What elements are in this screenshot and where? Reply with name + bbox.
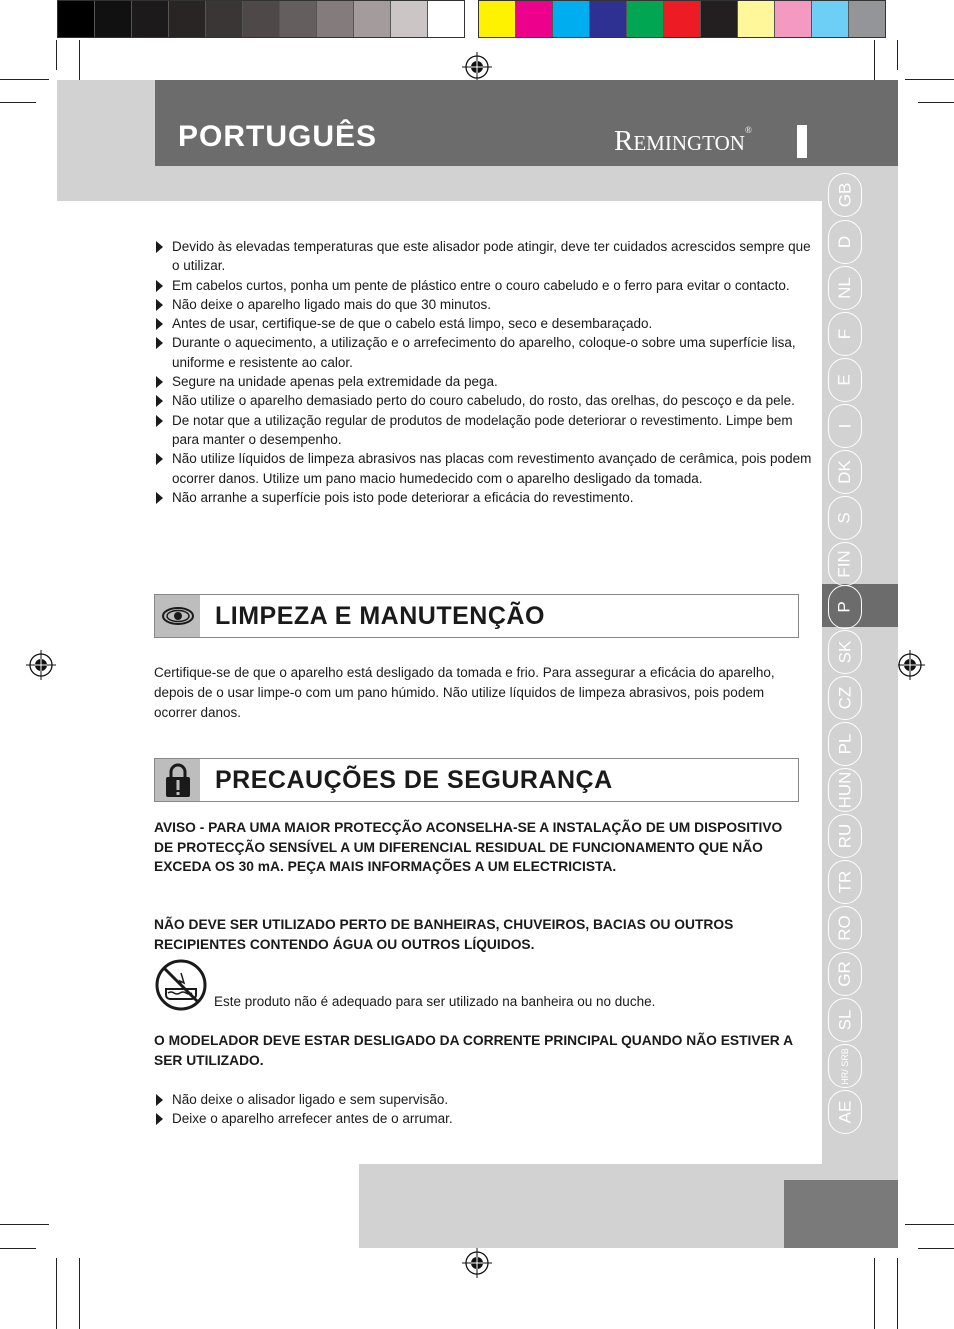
registration-mark-icon xyxy=(462,1248,492,1278)
bullet-text: Não deixe o alisador ligado e sem supervisão. xyxy=(172,1092,449,1107)
language-tab-label: GR xyxy=(835,961,854,987)
bath-note: Este produto não é adequado para ser utilizado na banheira ou no duche. xyxy=(214,994,656,1009)
bullet-arrow-icon xyxy=(156,415,163,427)
language-tab-label: D xyxy=(835,235,854,249)
bullet-arrow-icon xyxy=(156,318,163,330)
color-swatch xyxy=(664,1,701,37)
crop-mark xyxy=(56,40,57,70)
gray-swatch xyxy=(95,1,132,37)
bullet-text: Durante o aquecimento, a utilização e o arrefecimento do aparelho, coloque-o sobre uma superfície lisa, uniforme e resistente ao calor. xyxy=(172,335,796,370)
bullet-item xyxy=(154,1090,814,1109)
crop-mark xyxy=(0,1224,49,1225)
color-swatch xyxy=(627,1,664,37)
language-tab-i[interactable] xyxy=(828,404,862,448)
gray-swatch xyxy=(206,1,243,37)
brand-initial: R xyxy=(614,125,634,157)
language-tab-dk[interactable] xyxy=(828,450,862,494)
gray-swatch xyxy=(354,1,391,37)
registration-mark-icon xyxy=(26,650,56,680)
bullet-text: Antes de usar, certifique-se de que o cabelo está limpo, seco e desembaraçado. xyxy=(172,316,653,332)
unplug-warning: O MODELADOR DEVE ESTAR DESLIGADO DA CORRENTE PRINCIPAL QUANDO NÃO ESTIVER A SER UTILIZADO. xyxy=(154,1033,793,1068)
gray-swatch xyxy=(243,1,280,37)
crop-mark xyxy=(874,1258,875,1329)
bullet-arrow-icon xyxy=(156,299,163,311)
color-swatches xyxy=(478,0,886,38)
registration-mark-icon xyxy=(895,650,925,680)
cleaning-paragraph: Certifique-se de que o aparelho está desligado da tomada e frio. Para assegurar a eficácia do aparelho, depois de o usar limpe-o com um pano húmido. Não utilize líquidos de limpeza abrasivos, pois podem ocorrer danos. xyxy=(154,665,775,720)
crop-mark xyxy=(918,102,954,103)
brand-bar xyxy=(797,125,807,158)
language-tab-s[interactable] xyxy=(828,496,862,540)
color-swatch xyxy=(516,1,553,37)
language-tab-label: AE xyxy=(835,1100,854,1124)
brand-registered-mark: ® xyxy=(744,125,752,135)
bullet-arrow-icon xyxy=(156,337,163,349)
gray-swatch xyxy=(317,1,354,37)
bullet-item xyxy=(154,295,814,314)
gray-swatch xyxy=(391,1,428,37)
padlock-warning-icon xyxy=(164,762,192,798)
gray-swatch xyxy=(280,1,317,37)
language-tab-label: RO xyxy=(835,915,854,941)
cleaning-section-title: LIMPEZA E MANUTENÇÃO xyxy=(215,602,545,630)
language-tab-ro[interactable] xyxy=(828,906,862,950)
color-swatch xyxy=(590,1,627,37)
language-tab-label: FIN xyxy=(834,550,854,578)
bullet-text: Segure na unidade apenas pela extremidade da pega. xyxy=(172,374,498,390)
crop-mark xyxy=(0,1248,36,1249)
language-tab-pl[interactable] xyxy=(828,722,862,766)
gray-swatch xyxy=(132,1,169,37)
language-tab-label: RU xyxy=(835,823,854,849)
bullet-item xyxy=(154,488,814,507)
bullet-text: Não utilize líquidos de limpeza abrasivos nas placas com revestimento avançado de cerâmica, pois podem ocorrer danos. Utilize um pano macio humedecido com o aparelho desligado da tomada. xyxy=(172,451,812,486)
language-tab-gr[interactable] xyxy=(828,952,862,996)
crop-mark xyxy=(79,1258,80,1329)
safety-bullet-list xyxy=(154,1090,814,1129)
crop-mark xyxy=(0,79,49,80)
language-tab-ru[interactable] xyxy=(828,814,862,858)
bullet-item xyxy=(154,372,814,391)
brand-logo xyxy=(614,125,752,158)
registration-mark-icon xyxy=(462,52,492,82)
language-tab-label: DK xyxy=(835,460,854,484)
color-swatch xyxy=(553,1,590,37)
language-tab-cz[interactable] xyxy=(828,676,862,720)
bullet-item xyxy=(154,1109,814,1128)
language-tab-label: P xyxy=(835,601,854,613)
bullet-text: De notar que a utilização regular de produtos de modelação pode deteriorar o revestimento. Limpe bem para manter o desempenho. xyxy=(172,412,793,447)
language-tab-label: HUN xyxy=(835,771,854,809)
language-tab-label: HR/ SRB xyxy=(839,1047,850,1085)
eye-icon xyxy=(161,605,195,627)
bullet-arrow-icon xyxy=(156,453,163,465)
color-swatch xyxy=(775,1,812,37)
bullet-arrow-icon xyxy=(156,1094,163,1106)
crop-mark xyxy=(918,1248,954,1249)
language-tab-label: E xyxy=(835,374,854,386)
language-tab-tr[interactable] xyxy=(828,860,862,904)
bullet-text: Em cabelos curtos, ponha um pente de plástico entre o couro cabeludo e o ferro para evitar o contacto. xyxy=(172,277,790,293)
cleaning-section-header xyxy=(154,594,799,638)
bullet-arrow-icon xyxy=(156,280,163,292)
crop-mark xyxy=(897,1258,898,1329)
usage-bullet-list xyxy=(154,237,814,507)
page-number-box xyxy=(784,1180,898,1248)
language-tab-nl[interactable] xyxy=(828,266,862,310)
eye-icon-cell xyxy=(155,595,200,637)
language-tab-label: I xyxy=(834,423,854,429)
bullet-item xyxy=(154,449,814,488)
language-tab-gb[interactable] xyxy=(828,173,862,217)
safety-section-title: PRECAUÇÕES DE SEGURANÇA xyxy=(215,766,613,794)
language-tab-f[interactable] xyxy=(828,312,862,356)
safety-section-header xyxy=(154,758,799,802)
language-tab-label: SK xyxy=(835,640,854,664)
gray-swatch xyxy=(169,1,206,37)
bullet-text: Devido às elevadas temperaturas que este alisador pode atingir, deve ter cuidados acrescidos sempre que o utilizar. xyxy=(172,239,811,274)
bullet-arrow-icon xyxy=(156,376,163,388)
bullet-arrow-icon xyxy=(156,1113,163,1125)
bullet-arrow-icon xyxy=(156,395,163,407)
language-tab-d[interactable] xyxy=(828,220,862,264)
color-calibration-bar xyxy=(57,0,899,38)
bullet-text: Não arranhe a superfície pois isto pode deteriorar a eficácia do revestimento. xyxy=(172,489,634,505)
language-tab-p[interactable] xyxy=(828,585,862,629)
crop-mark xyxy=(0,102,36,103)
color-swatch xyxy=(701,1,738,37)
crop-mark xyxy=(56,1258,57,1329)
bullet-item xyxy=(154,391,814,410)
bullet-item xyxy=(154,237,814,276)
bullet-arrow-icon xyxy=(156,492,163,504)
lock-icon-cell xyxy=(155,759,200,801)
color-swatch xyxy=(738,1,775,37)
bullet-item xyxy=(154,411,814,450)
language-tab-ae[interactable] xyxy=(828,1090,862,1134)
no-bath-icon xyxy=(155,959,207,1011)
grayscale-swatches xyxy=(57,0,465,38)
brand-rest: EMINGTON xyxy=(633,131,745,155)
bullet-item xyxy=(154,276,814,295)
color-swatch xyxy=(812,1,849,37)
language-tab-hun[interactable] xyxy=(828,768,862,812)
language-tab-sk[interactable] xyxy=(828,630,862,674)
language-tab-label: NL xyxy=(834,277,854,299)
bullet-text: Não utilize o aparelho demasiado perto do couro cabeludo, do rosto, das orelhas, do pescoço e da pele. xyxy=(172,393,795,409)
bullet-text: Deixe o aparelho arrefecer antes de o arrumar. xyxy=(172,1111,453,1127)
bullet-text: Não deixe o aparelho ligado mais do que 30 minutos. xyxy=(172,296,491,312)
crop-mark xyxy=(905,79,954,80)
language-tab-label: SL xyxy=(834,1009,854,1031)
language-tab-label: F xyxy=(834,328,854,340)
color-swatch xyxy=(849,1,885,37)
language-tab-sl[interactable] xyxy=(828,998,862,1042)
bullet-item xyxy=(154,314,814,333)
crop-mark xyxy=(897,40,898,70)
color-swatch xyxy=(479,1,516,37)
gray-swatch xyxy=(428,1,464,37)
language-tab-hrsrb[interactable] xyxy=(828,1044,862,1088)
water-warning: NÃO DEVE SER UTILIZADO PERTO DE BANHEIRAS, CHUVEIROS, BACIAS OU OUTROS RECIPIENTES CONTENDO ÁGUA OU OUTROS LÍQUIDOS. xyxy=(154,917,734,952)
language-tab-label: GB xyxy=(835,182,854,208)
language-tab-label: PL xyxy=(834,733,854,755)
language-tab-label: CZ xyxy=(834,686,854,710)
language-tab-e[interactable] xyxy=(828,358,862,402)
crop-mark xyxy=(905,1224,954,1225)
language-tab-label: S xyxy=(835,512,854,524)
bullet-arrow-icon xyxy=(156,241,163,253)
language-tab-label: TR xyxy=(834,870,854,894)
page-title: PORTUGUÊS xyxy=(178,120,378,153)
gray-swatch xyxy=(58,1,95,37)
language-tab-fin[interactable] xyxy=(828,542,862,586)
bullet-item xyxy=(154,333,814,372)
rcd-warning: AVISO - PARA UMA MAIOR PROTECÇÃO ACONSELHA-SE A INSTALAÇÃO DE UM DISPOSITIVO DE PROTECÇÃO SENSÍVEL A UM DIFERENCIAL RESIDUAL DE FUNCIONAMENTO QUE NÃO EXCEDA OS 30 mA. PEÇA MAIS INFORMAÇÕES A UM ELECTRICISTA. xyxy=(154,820,783,874)
